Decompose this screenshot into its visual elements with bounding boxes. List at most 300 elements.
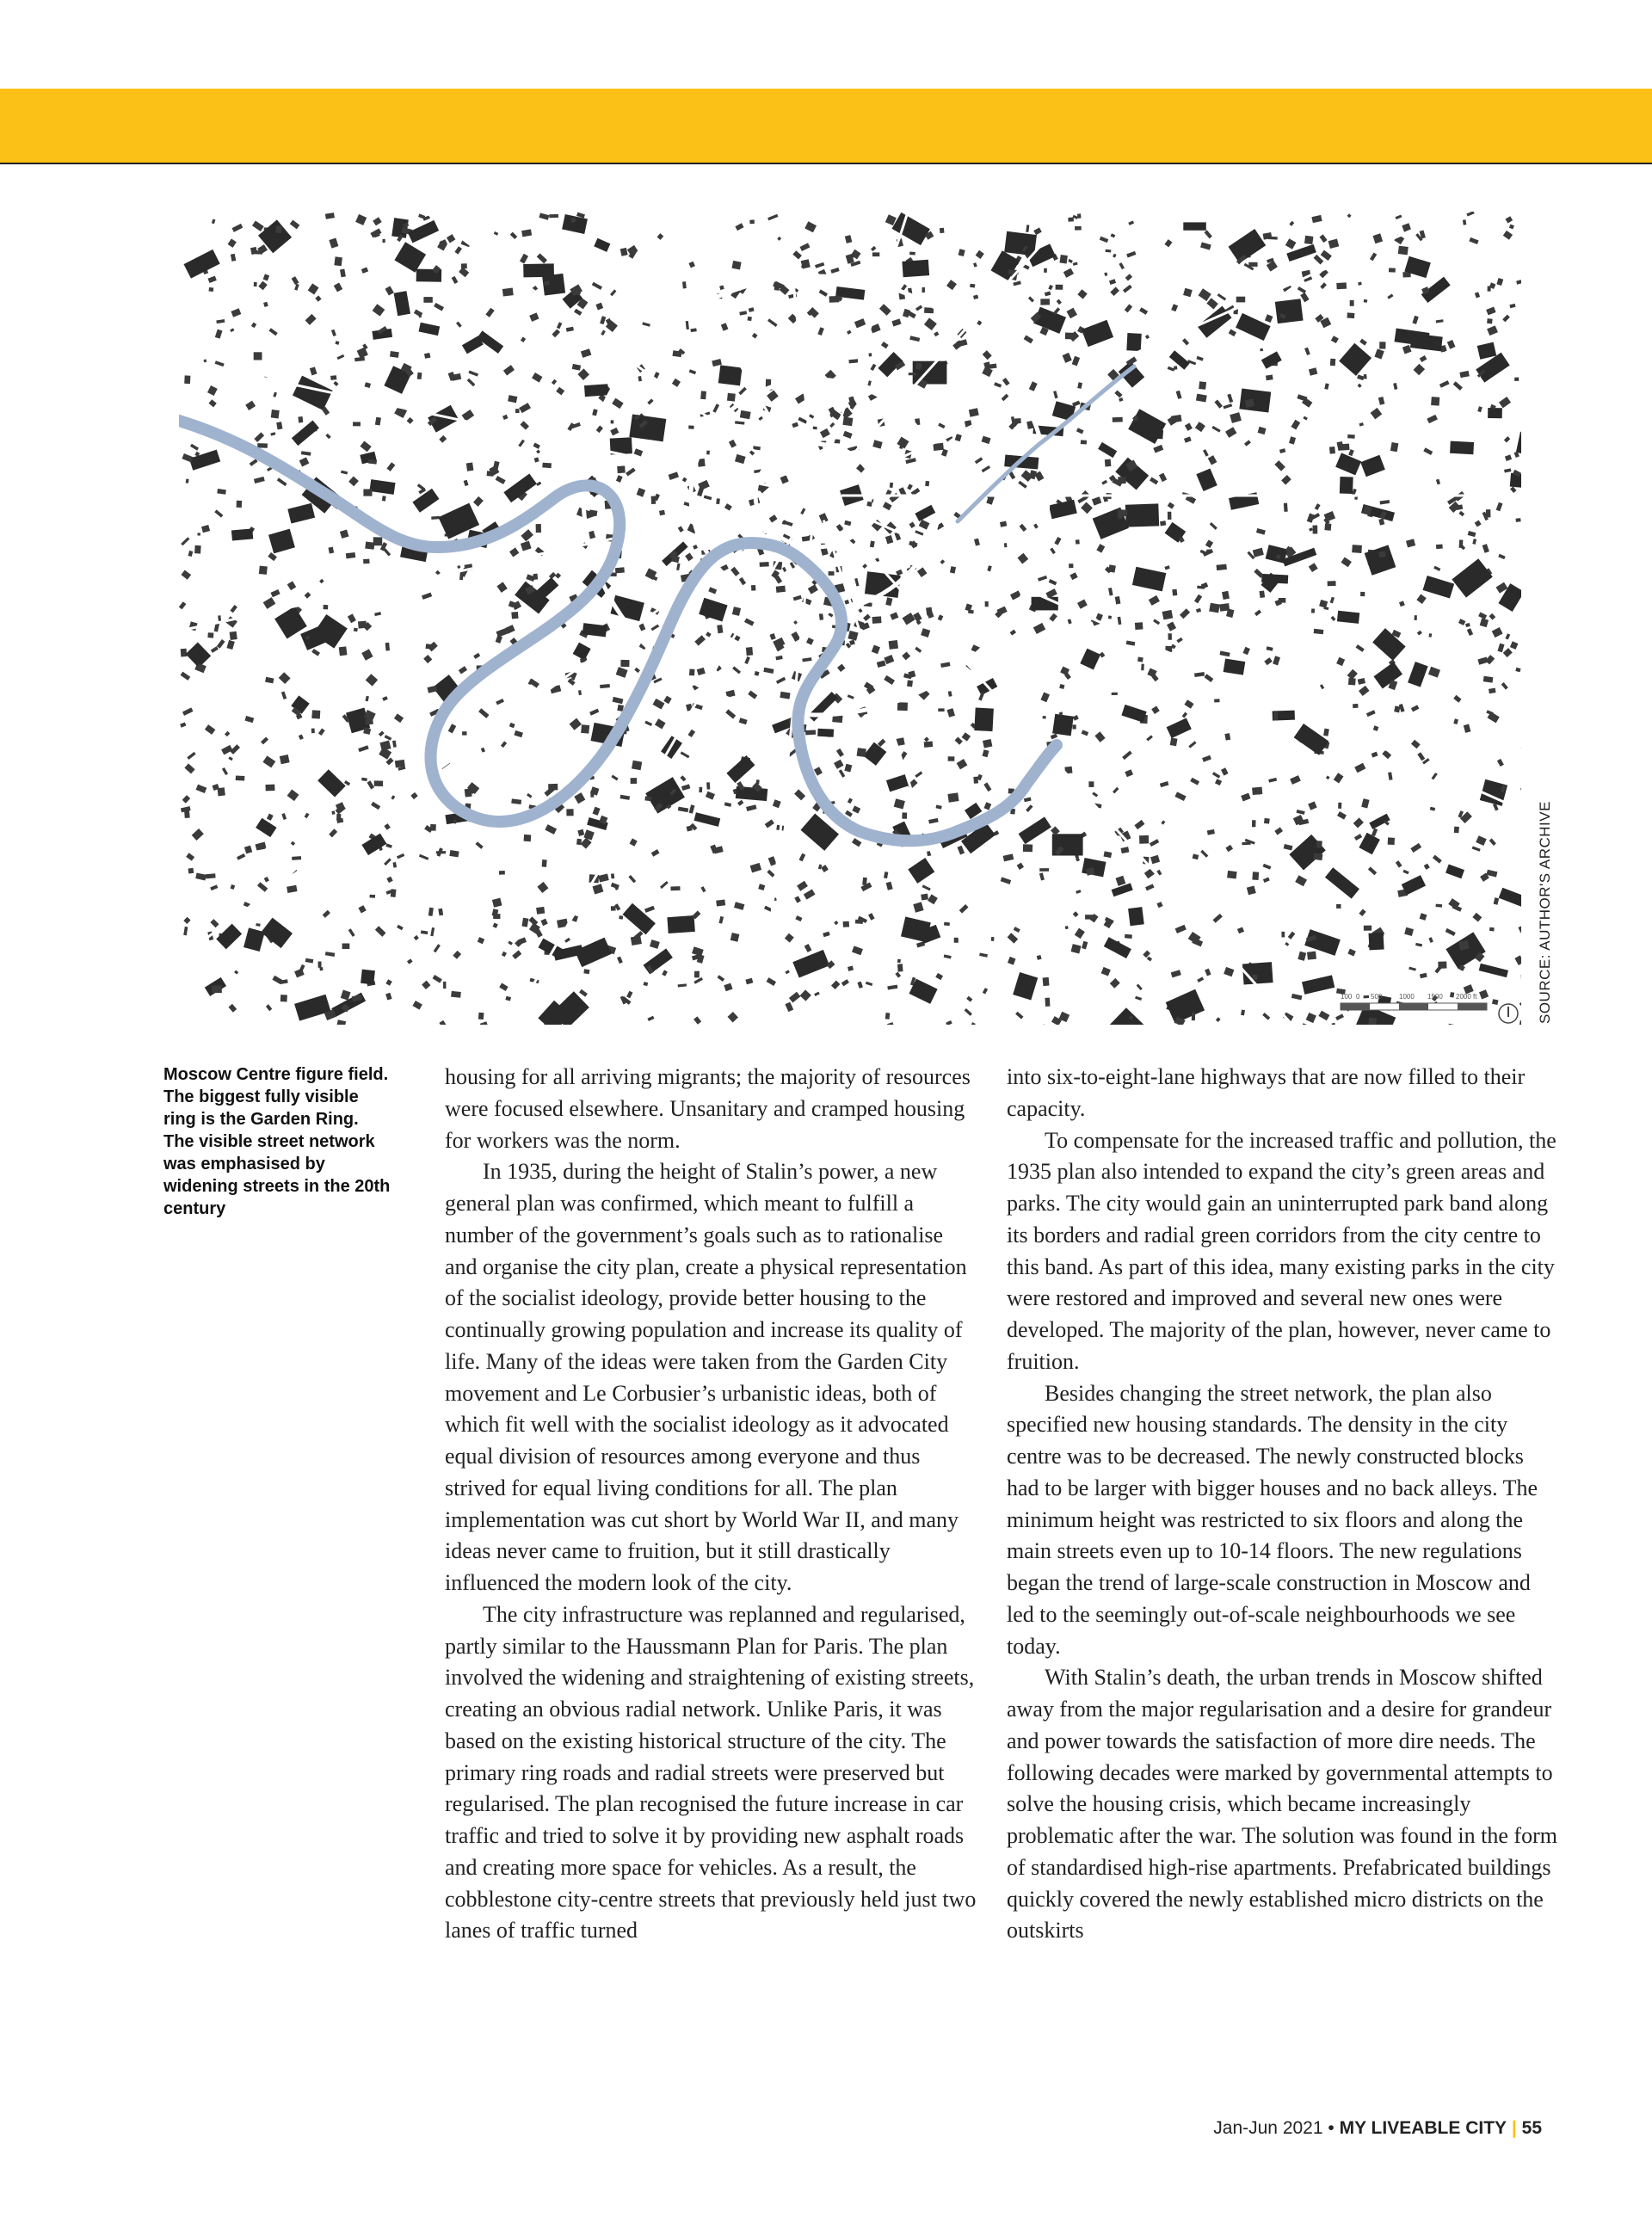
building-footprint — [215, 360, 225, 367]
building-footprint — [1323, 729, 1329, 736]
building-footprint — [181, 537, 189, 545]
building-footprint — [524, 835, 532, 841]
building-footprint — [1329, 447, 1335, 454]
building-footprint — [1151, 705, 1160, 714]
building-footprint — [767, 214, 778, 221]
building-footprint — [809, 414, 814, 418]
building-footprint — [894, 798, 905, 809]
building-footprint — [897, 702, 908, 711]
building-footprint — [1100, 652, 1106, 658]
building-footprint — [273, 392, 277, 397]
building-footprint — [363, 559, 369, 564]
building-footprint — [1330, 597, 1335, 604]
building-footprint — [870, 541, 875, 548]
building-footprint — [1477, 406, 1482, 412]
building-footprint — [1353, 704, 1359, 708]
building-footprint — [887, 1022, 895, 1025]
building-footprint — [331, 330, 336, 336]
building-footprint — [1169, 350, 1190, 369]
building-footprint — [571, 422, 581, 428]
building-footprint — [814, 992, 820, 996]
building-footprint — [1210, 522, 1217, 530]
building-footprint — [1348, 678, 1356, 685]
building-footprint — [1029, 381, 1038, 391]
building-footprint — [924, 742, 934, 748]
building-footprint — [514, 730, 523, 737]
building-footprint — [1196, 394, 1207, 403]
building-footprint — [839, 769, 846, 778]
building-footprint — [1306, 1013, 1316, 1023]
building-footprint — [836, 748, 844, 757]
building-footprint — [1475, 292, 1480, 298]
building-footprint — [1433, 855, 1442, 864]
building-footprint — [595, 303, 603, 311]
paragraph: Besides changing the street network, the plan also specified new housing standards. The density in the city centre was to be decreased. The newly constructed blocks had to be larger with bigger houses and no back alleys. The minimum height was restricted to six floors and along the main streets even up to 10-14 floors. The new regulations began the trend of large-scale construction in Moscow and led to the seemingly out-of-scale neighbourhoods we see today. — [1007, 1380, 1538, 1659]
building-footprint — [678, 983, 687, 987]
building-footprint — [616, 475, 623, 483]
building-footprint — [682, 477, 687, 483]
building-footprint — [384, 858, 391, 866]
building-footprint — [1054, 537, 1061, 545]
building-footprint — [417, 484, 425, 490]
building-footprint — [1328, 581, 1336, 586]
building-footprint — [1316, 841, 1322, 847]
paragraph: With Stalin’s death, the urban trends in Moscow shifted away from the major regularisation and a desire for grandeur and power towards the satisfaction of more dire needs. The following decades were marked by governmental attempts to solve the housing crisis, which became increasingly problematic after the war. The solution was found in the form of standardised high-rise apartments. Prefabricated buildings quickly covered the newly established micro districts on the outskirts — [1007, 1665, 1557, 1944]
building-footprint — [1013, 972, 1038, 1000]
building-footprint — [1315, 503, 1321, 510]
building-footprint — [584, 384, 608, 397]
building-footprint — [1203, 449, 1209, 457]
building-footprint — [902, 651, 910, 660]
building-footprint — [915, 647, 922, 653]
building-footprint — [485, 308, 494, 317]
building-footprint — [1388, 772, 1392, 780]
building-footprint — [849, 640, 855, 645]
building-footprint — [521, 541, 532, 551]
building-footprint — [221, 745, 232, 755]
building-footprint — [628, 875, 636, 883]
building-footprint — [542, 463, 552, 468]
building-footprint — [1336, 904, 1341, 909]
building-footprint — [1067, 308, 1078, 319]
building-footprint — [1039, 872, 1045, 880]
building-footprint — [299, 734, 304, 740]
building-footprint — [800, 508, 805, 514]
building-footprint — [329, 238, 338, 249]
building-footprint — [179, 601, 186, 609]
building-footprint — [1506, 216, 1513, 223]
building-footprint — [887, 985, 897, 990]
building-footprint — [806, 638, 814, 645]
building-footprint — [358, 745, 368, 752]
building-footprint — [1428, 667, 1440, 678]
building-footprint — [1211, 426, 1220, 433]
building-footprint — [1013, 280, 1021, 286]
building-footprint — [804, 221, 817, 232]
building-footprint — [329, 829, 337, 837]
building-footprint — [1260, 348, 1263, 351]
building-footprint — [1326, 776, 1330, 780]
building-footprint — [1364, 926, 1372, 931]
building-footprint — [348, 928, 355, 937]
building-footprint — [667, 915, 694, 933]
building-footprint — [647, 1016, 654, 1021]
building-footprint — [1519, 1020, 1521, 1025]
building-footprint — [592, 409, 597, 416]
building-footprint — [678, 526, 684, 532]
building-footprint — [908, 858, 934, 884]
building-footprint — [412, 489, 439, 513]
building-footprint — [1004, 231, 1037, 256]
building-footprint — [644, 721, 652, 726]
building-footprint — [305, 636, 310, 639]
building-footprint — [434, 944, 441, 952]
scale-label: 100 — [1341, 993, 1353, 1001]
building-footprint — [365, 718, 373, 725]
building-footprint — [694, 971, 700, 978]
building-footprint — [468, 371, 478, 377]
building-footprint — [1373, 725, 1379, 731]
building-footprint — [1268, 778, 1277, 783]
building-footprint — [529, 312, 539, 322]
building-footprint — [1052, 714, 1074, 736]
building-footprint — [721, 323, 729, 330]
building-footprint — [1153, 619, 1160, 625]
building-footprint — [593, 807, 601, 816]
building-footprint — [311, 649, 320, 656]
building-footprint — [1108, 564, 1116, 572]
building-footprint — [578, 690, 582, 695]
building-footprint — [407, 417, 414, 424]
building-footprint — [719, 285, 724, 290]
building-footprint — [1266, 375, 1273, 381]
building-footprint — [423, 297, 432, 303]
building-footprint — [353, 422, 361, 426]
building-footprint — [1004, 543, 1008, 547]
building-footprint — [521, 918, 528, 927]
building-footprint — [739, 718, 748, 724]
building-footprint — [1319, 600, 1328, 608]
building-footprint — [872, 252, 879, 256]
building-footprint — [231, 308, 241, 317]
building-footprint — [831, 981, 840, 989]
building-footprint — [1454, 827, 1459, 834]
building-footprint — [333, 381, 338, 386]
building-footprint — [1147, 957, 1152, 962]
building-footprint — [708, 587, 717, 594]
building-footprint — [767, 318, 778, 327]
building-footprint — [1320, 684, 1324, 689]
building-footprint — [944, 954, 952, 958]
building-footprint — [718, 365, 743, 385]
building-footprint — [1509, 225, 1514, 230]
building-footprint — [611, 906, 616, 910]
building-footprint — [1230, 412, 1242, 423]
building-footprint — [552, 330, 560, 338]
building-footprint — [1076, 539, 1080, 545]
building-footprint — [1171, 304, 1178, 311]
building-footprint — [830, 268, 839, 274]
building-footprint — [1338, 803, 1341, 809]
building-footprint — [1174, 366, 1177, 369]
building-footprint — [1224, 733, 1230, 740]
building-footprint — [545, 824, 557, 835]
building-footprint — [330, 375, 336, 380]
building-footprint — [1372, 829, 1378, 837]
building-footprint — [1132, 567, 1166, 592]
issue-date: Jan-Jun 2021 — [1213, 2118, 1323, 2138]
building-footprint — [885, 597, 892, 606]
building-footprint — [1019, 816, 1051, 844]
building-footprint — [1215, 779, 1222, 785]
building-footprint — [1304, 929, 1341, 956]
building-footprint — [270, 432, 275, 435]
building-footprint — [566, 809, 573, 816]
building-footprint — [1281, 932, 1285, 938]
building-footprint — [985, 601, 989, 607]
building-footprint — [1053, 391, 1058, 398]
building-footprint — [1347, 213, 1352, 218]
building-footprint — [909, 373, 916, 375]
building-footprint — [1002, 394, 1009, 402]
building-footprint — [493, 461, 500, 471]
building-footprint — [983, 988, 988, 994]
building-footprint — [1416, 594, 1426, 604]
building-footprint — [207, 632, 213, 638]
building-footprint — [842, 417, 853, 427]
building-footprint — [1082, 941, 1088, 950]
building-footprint — [1387, 293, 1393, 299]
building-footprint — [947, 792, 959, 802]
building-footprint — [1453, 695, 1461, 703]
building-footprint — [1116, 876, 1126, 886]
building-footprint — [520, 421, 529, 429]
building-footprint — [1071, 944, 1082, 953]
building-footprint — [1267, 646, 1273, 650]
building-footprint — [266, 785, 275, 792]
building-footprint — [254, 352, 262, 360]
building-footprint — [324, 605, 329, 609]
building-footprint — [590, 791, 594, 797]
building-footprint — [257, 882, 268, 892]
building-footprint — [1113, 254, 1116, 258]
building-footprint — [1399, 601, 1405, 607]
building-footprint — [1050, 547, 1056, 554]
paragraph: To compensate for the increased traffic and pollution, the 1935 plan also intended to expand the city’s green areas and parks. The city would gain an uninterrupted park band along its borders and radial green corridors from the city centre to this band. As part of this idea, many existing parks in the city were restored and improved and several new ones were developed. The majority of the plan, however, never came to fruition. — [1007, 1127, 1556, 1374]
building-footprint — [1194, 672, 1205, 677]
building-footprint — [617, 957, 623, 964]
building-footprint — [1110, 286, 1119, 296]
building-footprint — [829, 571, 835, 576]
building-footprint — [647, 398, 653, 404]
building-footprint — [1428, 937, 1433, 943]
building-footprint — [1094, 731, 1105, 742]
building-footprint — [549, 572, 556, 579]
building-footprint — [357, 348, 368, 359]
building-footprint — [245, 401, 256, 410]
building-footprint — [521, 529, 533, 541]
building-footprint — [974, 708, 994, 732]
building-footprint — [1360, 592, 1365, 596]
building-footprint — [638, 376, 642, 381]
building-footprint — [1033, 307, 1066, 334]
building-footprint — [1309, 563, 1318, 572]
building-footprint — [1313, 853, 1322, 861]
paragraph: In 1935, during the height of Stalin’s power, a new general plan was confirmed, which meant to fulfill a number of the government’s goals such as to rationalise and organise the city plan, create a physical representation of the socialist ideology, provide better housing to the continually growing population and increase its quality of life. Many of the ideas were taken from the Garden City movement and Le Corbusier’s urbanistic ideas, both of which fit well with the socialist ideology as it advocated equal division of resources among everyone and thus strived for equal living conditions for all. The plan implementation was cut short by World War II, and many ideas never came to fruition, but it still drastically influenced the modern look of the city. — [445, 1159, 967, 1595]
building-footprint — [1304, 236, 1313, 244]
building-footprint — [697, 668, 706, 675]
building-footprint — [819, 289, 828, 296]
building-footprint — [258, 281, 267, 291]
building-footprint — [576, 839, 582, 845]
building-footprint — [1492, 999, 1498, 1005]
building-footprint — [808, 584, 818, 594]
building-footprint — [1153, 445, 1163, 453]
building-footprint — [254, 432, 264, 442]
building-footprint — [373, 217, 381, 225]
building-footprint — [422, 593, 432, 600]
north-arrow-icon — [1499, 1004, 1518, 1023]
building-footprint — [325, 952, 335, 957]
building-footprint — [1411, 705, 1419, 712]
building-footprint — [1373, 233, 1384, 243]
building-footprint — [267, 814, 274, 821]
building-footprint — [814, 767, 823, 775]
building-footprint — [1368, 1018, 1377, 1025]
building-footprint — [481, 748, 485, 753]
building-footprint — [412, 1001, 422, 1010]
building-footprint — [1188, 741, 1196, 748]
building-footprint — [728, 1012, 739, 1023]
building-footprint — [1065, 926, 1069, 929]
building-footprint — [1168, 512, 1172, 520]
building-footprint — [716, 899, 725, 906]
building-footprint — [1504, 436, 1510, 442]
building-footprint — [872, 645, 880, 655]
building-footprint — [1337, 611, 1359, 624]
building-footprint — [487, 471, 494, 477]
building-footprint — [1023, 844, 1032, 852]
building-footprint — [1446, 928, 1456, 936]
building-footprint — [697, 488, 704, 497]
building-footprint — [232, 224, 243, 232]
building-footprint — [1489, 838, 1496, 846]
building-footprint — [983, 802, 991, 810]
building-footprint — [620, 660, 629, 667]
building-footprint — [366, 674, 378, 686]
building-footprint — [1128, 220, 1134, 225]
article-column-right — [1007, 1062, 1557, 1947]
building-footprint — [1369, 933, 1384, 950]
building-footprint — [290, 220, 300, 230]
building-footprint — [1236, 313, 1271, 341]
building-footprint — [729, 440, 737, 448]
building-footprint — [1264, 818, 1270, 824]
building-footprint — [936, 805, 942, 810]
building-footprint — [820, 428, 830, 438]
building-footprint — [776, 677, 786, 684]
building-footprint — [1510, 486, 1516, 493]
building-footprint — [555, 573, 561, 579]
building-footprint — [1183, 222, 1206, 230]
building-footprint — [1458, 619, 1465, 625]
building-footprint — [1077, 600, 1088, 609]
building-footprint — [467, 379, 476, 387]
building-footprint — [847, 330, 852, 335]
building-footprint — [1063, 353, 1072, 363]
building-footprint — [577, 829, 584, 836]
building-footprint — [1225, 427, 1236, 438]
building-footprint — [1447, 340, 1456, 349]
building-footprint — [268, 328, 277, 336]
building-footprint — [394, 713, 404, 723]
building-footprint — [301, 451, 311, 456]
building-footprint — [915, 505, 935, 521]
building-footprint — [627, 245, 638, 256]
building-footprint — [974, 539, 980, 546]
building-footprint — [475, 841, 483, 849]
building-footprint — [502, 288, 514, 297]
building-footprint — [1222, 591, 1230, 600]
building-footprint — [234, 970, 238, 975]
building-footprint — [1069, 564, 1073, 568]
building-footprint — [1118, 509, 1128, 516]
building-footprint — [1149, 595, 1160, 606]
building-footprint — [1478, 613, 1487, 619]
building-footprint — [1125, 274, 1132, 280]
building-footprint — [1294, 724, 1329, 755]
building-footprint — [1112, 693, 1118, 695]
building-footprint — [589, 709, 599, 716]
building-footprint — [1160, 781, 1168, 787]
building-footprint — [750, 863, 762, 873]
building-footprint — [1354, 834, 1362, 841]
building-footprint — [361, 778, 367, 782]
building-footprint — [938, 422, 945, 428]
building-footprint — [1015, 1012, 1023, 1020]
building-footprint — [1145, 335, 1150, 339]
scale-label: 500 — [1371, 993, 1383, 1001]
building-footprint — [863, 742, 886, 766]
building-footprint — [773, 799, 781, 808]
building-footprint — [1428, 633, 1432, 638]
building-footprint — [281, 691, 287, 699]
building-footprint — [1423, 447, 1433, 455]
building-footprint — [940, 559, 946, 564]
building-footprint — [1320, 234, 1328, 243]
building-footprint — [325, 213, 335, 219]
building-footprint — [1045, 998, 1051, 1007]
building-footprint — [1431, 397, 1439, 406]
building-footprint — [774, 286, 780, 291]
building-footprint — [1110, 1007, 1145, 1025]
paragraph: housing for all arriving migrants; the majority of resources were focused elsewhere. Unsanitary and cramped housing for workers was the norm. — [445, 1064, 971, 1153]
building-footprint — [1496, 278, 1503, 286]
building-footprint — [1176, 638, 1182, 643]
building-footprint — [1289, 835, 1325, 871]
building-footprint — [423, 655, 432, 663]
building-footprint — [334, 283, 342, 293]
building-footprint — [982, 465, 990, 472]
building-footprint — [885, 1013, 891, 1020]
building-footprint — [1503, 648, 1513, 657]
building-footprint — [1353, 817, 1364, 828]
building-footprint — [1304, 348, 1310, 355]
radial-street — [189, 511, 795, 951]
paragraph: The city infrastructure was replanned and regularised, partly similar to the Haussmann Plan for Paris. The plan involved the widening and straightening of existing streets, creating an obvious radial network. Unlike Paris, it was based on the existing historical structure of the city. The primary ring roads and radial streets were preserved but regularised. The plan recognised the future increase in car traffic and tried to solve it by providing new asphalt roads and creating more space for vehicles. As a result, the cobblestone city-centre streets that previously held just two lanes of traffic turned — [445, 1601, 977, 1944]
building-footprint — [594, 238, 610, 252]
building-footprint — [1059, 684, 1064, 689]
